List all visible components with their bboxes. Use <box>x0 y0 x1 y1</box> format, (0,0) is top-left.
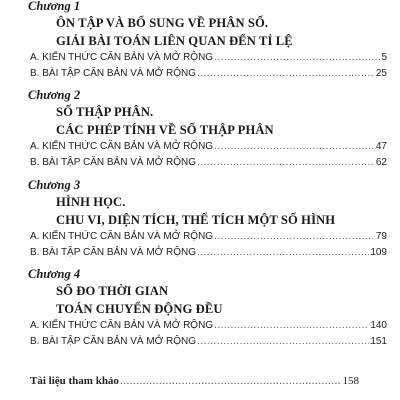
toc-entry[interactable] <box>30 155 387 171</box>
toc-page-number: 62 <box>375 157 387 168</box>
toc-page-number: 5 <box>381 52 387 63</box>
toc-entry-label: A. KIẾN THỨC CĂN BẢN VÀ MỞ RỘNG <box>30 52 214 63</box>
toc-entry-label: B. BÀI TẬP CĂN BẢN VÀ MỞ RỘNG <box>30 68 197 79</box>
toc-entry-label: B. BÀI TẬP CĂN BẢN VÀ MỞ RỘNG <box>30 247 197 258</box>
chapter-title-line: SỐ THẬP PHÂN. <box>56 105 154 119</box>
references-page-number: 158 <box>342 375 359 387</box>
references-entry[interactable] <box>30 374 359 388</box>
chapter-title-line: HÌNH HỌC. <box>56 195 126 209</box>
toc-page-number: 47 <box>375 141 387 152</box>
toc-entry-label: A. KIẾN THỨC CĂN BẢN VÀ MỞ RỘNG <box>30 231 214 242</box>
dot-leader <box>214 50 380 66</box>
toc-page-number: 79 <box>375 231 387 242</box>
dot-leader <box>214 139 375 155</box>
dot-leader <box>197 245 369 261</box>
chapter-label: Chương 4 <box>28 267 81 281</box>
chapter-title-line: CHU VI, DIỆN TÍCH, THỂ TÍCH MỘT SỐ HÌNH <box>56 213 336 227</box>
toc-entry[interactable] <box>30 245 387 261</box>
toc-entry-label: A. KIẾN THỨC CĂN BẢN VÀ MỞ RỘNG <box>30 141 214 152</box>
chapter-2 <box>28 87 387 171</box>
chapter-4 <box>28 266 387 350</box>
dot-leader <box>214 229 375 245</box>
chapter-title-line: ÔN TẬP VÀ BỔ SUNG VỀ PHÂN SỐ. <box>56 16 269 30</box>
toc-entry-label: B. BÀI TẬP CĂN BẢN VÀ MỞ RỘNG <box>30 157 197 168</box>
toc-page-number: 109 <box>370 247 387 258</box>
toc-entry-label: B. BÀI TẬP CĂN BẢN VÀ MỞ RỘNG <box>30 336 197 347</box>
toc-entry[interactable] <box>30 139 387 155</box>
toc-page-number: 140 <box>370 320 387 331</box>
references-label: Tài liệu tham khảo <box>30 375 119 387</box>
chapter-1 <box>28 0 387 82</box>
dot-leader <box>197 155 375 171</box>
toc-entry[interactable] <box>30 318 387 334</box>
chapter-title-line: GIẢI BÀI TOÁN LIÊN QUAN ĐẾN TỈ LỆ <box>56 34 293 48</box>
chapter-label: Chương 2 <box>28 88 81 102</box>
chapter-label: Chương 1 <box>28 0 81 13</box>
toc-page-number: 151 <box>370 336 387 347</box>
toc-entry[interactable] <box>30 229 387 245</box>
dot-leader <box>197 334 369 350</box>
toc-entry[interactable] <box>30 66 387 82</box>
toc-entry-label: A. KIẾN THỨC CĂN BẢN VÀ MỞ RỘNG <box>30 320 214 331</box>
chapter-label: Chương 3 <box>28 178 81 192</box>
dot-leader <box>197 66 375 82</box>
chapter-title-line: TOÁN CHUYỂN ĐỘNG ĐỀU <box>56 302 223 316</box>
chapter-title-line: CÁC PHÉP TÍNH VỀ SỐ THẬP PHÂN <box>56 123 274 137</box>
toc-entry[interactable] <box>30 50 387 66</box>
dot-leader <box>214 318 369 334</box>
toc-entry[interactable] <box>30 334 387 350</box>
dot-leader <box>120 374 342 388</box>
chapter-3 <box>28 177 387 261</box>
chapter-title-line: SỐ ĐO THỜI GIAN <box>56 284 169 298</box>
toc-page-number: 25 <box>375 68 387 79</box>
